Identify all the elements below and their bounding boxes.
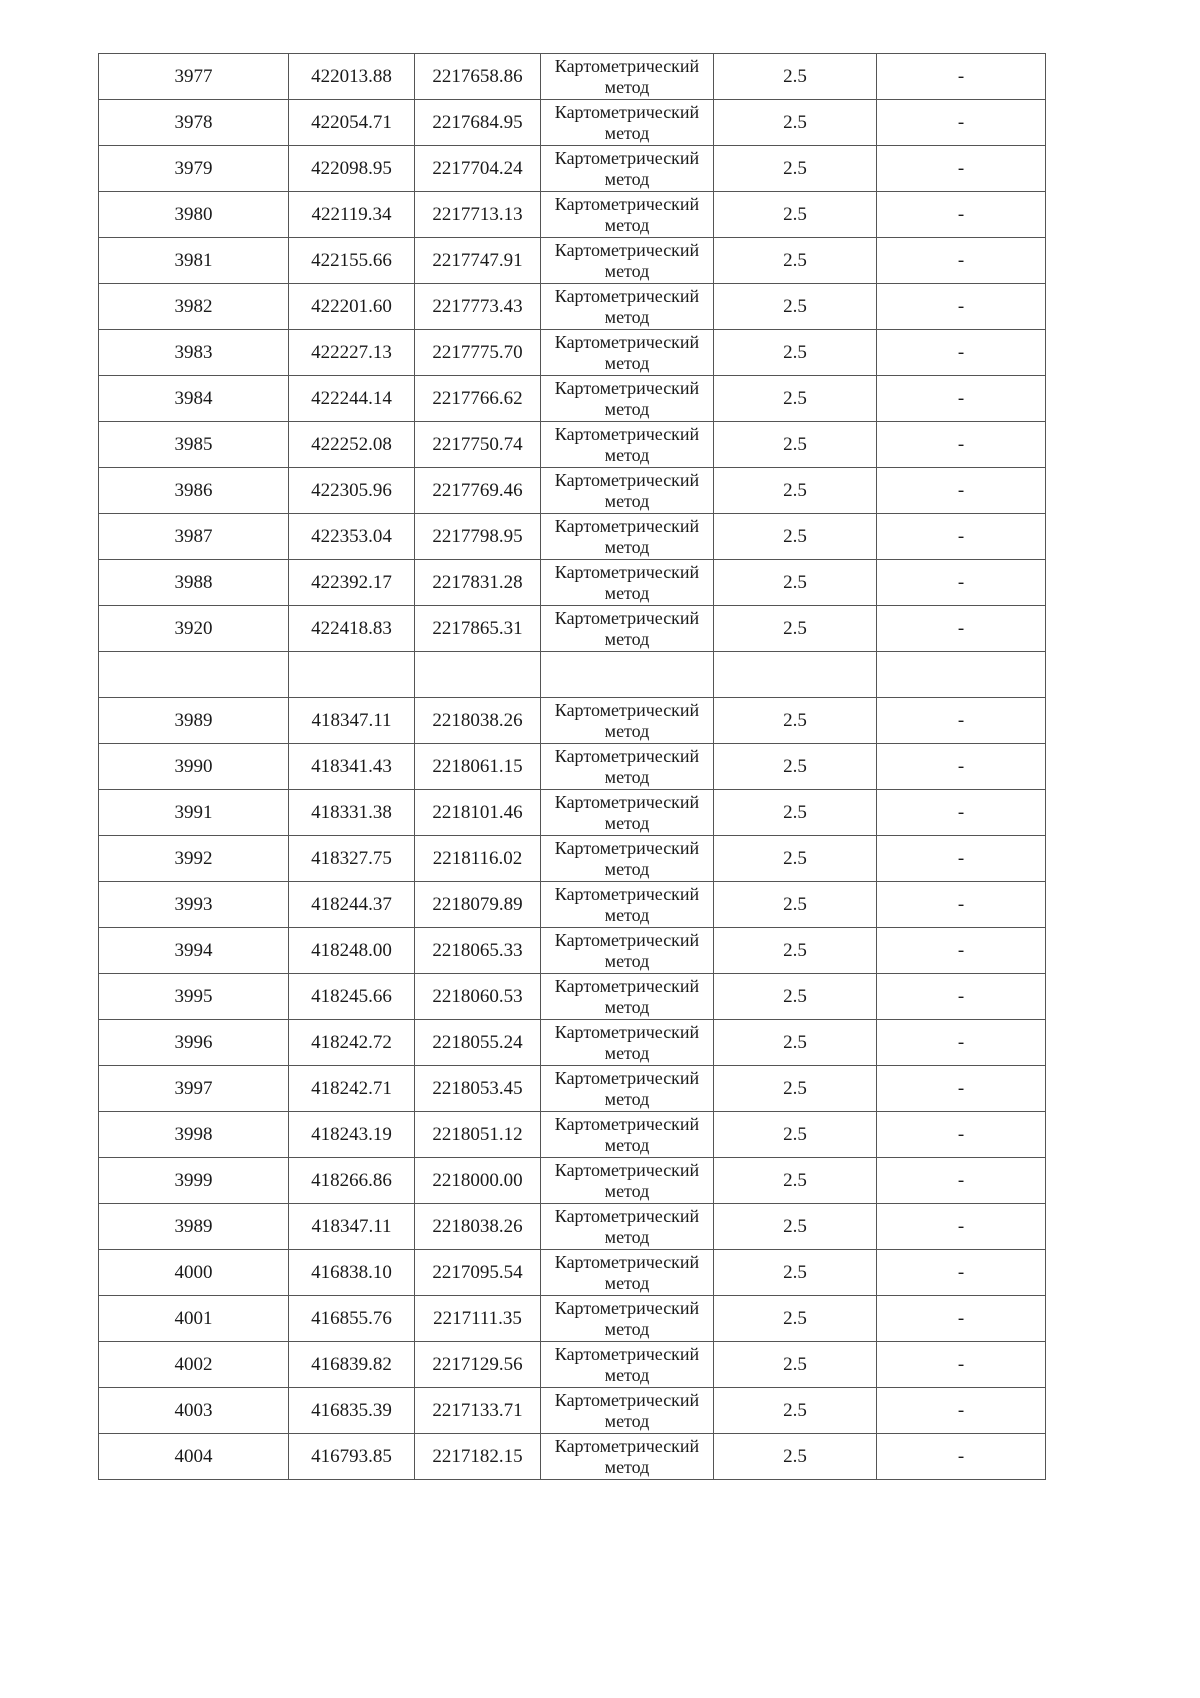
point-number-cell: 3998: [99, 1112, 289, 1158]
coordinate-x-cell: 422201.60: [289, 284, 415, 330]
accuracy-cell: 2.5: [714, 192, 877, 238]
table-row: [99, 560, 1046, 606]
method-cell: [541, 606, 714, 652]
table-row: [99, 928, 1046, 974]
accuracy-cell: 2.5: [714, 1204, 877, 1250]
method-cell: [541, 330, 714, 376]
point-number-cell: 3987: [99, 514, 289, 560]
coordinates-table: [98, 53, 1046, 1480]
note-cell: -: [877, 422, 1046, 468]
coordinate-y-cell: 2218000.00: [415, 1158, 541, 1204]
method-line-2: метод: [604, 767, 650, 787]
method-cell: [541, 836, 714, 882]
accuracy-cell: 2.5: [714, 1388, 877, 1434]
point-number-cell: 4004: [99, 1434, 289, 1480]
coordinate-y-cell: 2217713.13: [415, 192, 541, 238]
table-row: [99, 422, 1046, 468]
accuracy-cell: 2.5: [714, 836, 877, 882]
note-cell: -: [877, 330, 1046, 376]
coordinate-y-cell: 2217704.24: [415, 146, 541, 192]
method-line-1: Картометрический: [554, 102, 700, 122]
method-line-2: метод: [604, 537, 650, 557]
method-line-1: Картометрический: [554, 976, 700, 996]
point-number-cell: 4002: [99, 1342, 289, 1388]
coordinate-x-cell: 416835.39: [289, 1388, 415, 1434]
method-line-2: метод: [604, 1135, 650, 1155]
coordinate-x-cell: 422353.04: [289, 514, 415, 560]
table-row: [99, 1342, 1046, 1388]
accuracy-cell: 2.5: [714, 560, 877, 606]
method-line-1: Картометрический: [554, 378, 700, 398]
accuracy-cell: 2.5: [714, 1066, 877, 1112]
note-cell: -: [877, 1066, 1046, 1112]
table-row: [99, 100, 1046, 146]
point-number-cell: 3983: [99, 330, 289, 376]
table-row: [99, 146, 1046, 192]
table-row: [99, 1296, 1046, 1342]
coordinate-y-cell: 2217831.28: [415, 560, 541, 606]
table-row: [99, 974, 1046, 1020]
method-line-1: Картометрический: [554, 286, 700, 306]
method-cell: [541, 238, 714, 284]
point-number-cell: 3985: [99, 422, 289, 468]
method-line-1: Картометрический: [554, 332, 700, 352]
coordinate-y-cell: 2217865.31: [415, 606, 541, 652]
table-row: [99, 330, 1046, 376]
table-row: [99, 1250, 1046, 1296]
coordinate-x-cell: [289, 652, 415, 698]
method-line-2: метод: [604, 721, 650, 741]
point-number-cell: 4001: [99, 1296, 289, 1342]
table-row: [99, 1158, 1046, 1204]
method-line-2: метод: [604, 399, 650, 419]
note-cell: -: [877, 560, 1046, 606]
coordinate-x-cell: 418242.72: [289, 1020, 415, 1066]
table-row: [99, 284, 1046, 330]
method-line-2: метод: [604, 445, 650, 465]
table-row: [99, 1204, 1046, 1250]
method-cell: [541, 468, 714, 514]
point-number-cell: 3982: [99, 284, 289, 330]
coordinate-x-cell: 422305.96: [289, 468, 415, 514]
method-cell: [541, 560, 714, 606]
coordinate-y-cell: 2218038.26: [415, 698, 541, 744]
coordinate-x-cell: 416855.76: [289, 1296, 415, 1342]
method-line-1: Картометрический: [554, 1390, 700, 1410]
coordinate-y-cell: 2218101.46: [415, 790, 541, 836]
method-cell: [541, 1250, 714, 1296]
coordinate-y-cell: 2218116.02: [415, 836, 541, 882]
note-cell: -: [877, 928, 1046, 974]
coordinate-x-cell: 422227.13: [289, 330, 415, 376]
accuracy-cell: 2.5: [714, 928, 877, 974]
note-cell: -: [877, 974, 1046, 1020]
point-number-cell: 4000: [99, 1250, 289, 1296]
coordinate-y-cell: 2217684.95: [415, 100, 541, 146]
coordinate-x-cell: 422244.14: [289, 376, 415, 422]
method-line-1: Картометрический: [554, 884, 700, 904]
point-number-cell: 3993: [99, 882, 289, 928]
coordinate-x-cell: 422252.08: [289, 422, 415, 468]
note-cell: -: [877, 1158, 1046, 1204]
note-cell: -: [877, 192, 1046, 238]
coordinate-y-cell: 2217133.71: [415, 1388, 541, 1434]
method-cell: [541, 882, 714, 928]
coordinate-x-cell: 418245.66: [289, 974, 415, 1020]
table-row: [99, 1388, 1046, 1434]
method-line-2: метод: [604, 1227, 650, 1247]
note-cell: -: [877, 1296, 1046, 1342]
accuracy-cell: 2.5: [714, 1020, 877, 1066]
method-cell: [541, 284, 714, 330]
note-cell: -: [877, 836, 1046, 882]
coordinate-y-cell: 2217750.74: [415, 422, 541, 468]
method-line-2: метод: [604, 813, 650, 833]
method-line-1: Картометрический: [554, 1206, 700, 1226]
method-line-2: метод: [604, 77, 650, 97]
coordinate-x-cell: 416793.85: [289, 1434, 415, 1480]
method-line-1: Картометрический: [554, 1160, 700, 1180]
accuracy-cell: 2.5: [714, 1250, 877, 1296]
accuracy-cell: 2.5: [714, 606, 877, 652]
point-number-cell: 3981: [99, 238, 289, 284]
coordinate-x-cell: 422392.17: [289, 560, 415, 606]
method-cell: [541, 790, 714, 836]
method-line-1: Картометрический: [554, 930, 700, 950]
note-cell: -: [877, 1204, 1046, 1250]
method-line-1: Картометрический: [554, 1298, 700, 1318]
method-line-2: метод: [604, 123, 650, 143]
method-cell: [541, 652, 714, 698]
point-number-cell: 4003: [99, 1388, 289, 1434]
table-row: [99, 1020, 1046, 1066]
point-number-cell: 3994: [99, 928, 289, 974]
coordinate-x-cell: 422054.71: [289, 100, 415, 146]
coordinate-x-cell: 416838.10: [289, 1250, 415, 1296]
coordinate-x-cell: 418244.37: [289, 882, 415, 928]
coordinate-x-cell: 418341.43: [289, 744, 415, 790]
method-line-1: Картометрический: [554, 700, 700, 720]
method-line-2: метод: [604, 859, 650, 879]
method-line-2: метод: [604, 169, 650, 189]
accuracy-cell: 2.5: [714, 376, 877, 422]
method-line-1: Картометрический: [554, 608, 700, 628]
accuracy-cell: 2.5: [714, 146, 877, 192]
method-line-1: Картометрический: [554, 424, 700, 444]
coordinate-y-cell: 2217769.46: [415, 468, 541, 514]
coordinate-y-cell: 2217775.70: [415, 330, 541, 376]
method-cell: [541, 698, 714, 744]
method-line-2: метод: [604, 491, 650, 511]
method-line-1: Картометрический: [554, 1344, 700, 1364]
table-row: [99, 238, 1046, 284]
note-cell: -: [877, 376, 1046, 422]
coordinate-x-cell: 418347.11: [289, 1204, 415, 1250]
method-cell: [541, 376, 714, 422]
table-row: [99, 514, 1046, 560]
method-line-1: Картометрический: [554, 1068, 700, 1088]
note-cell: -: [877, 744, 1046, 790]
point-number-cell: [99, 652, 289, 698]
point-number-cell: 3990: [99, 744, 289, 790]
table-row: [99, 652, 1046, 698]
coordinate-x-cell: 422098.95: [289, 146, 415, 192]
point-number-cell: 3988: [99, 560, 289, 606]
coordinate-x-cell: 422155.66: [289, 238, 415, 284]
method-cell: [541, 1158, 714, 1204]
coordinate-y-cell: 2218079.89: [415, 882, 541, 928]
coordinate-x-cell: 418248.00: [289, 928, 415, 974]
note-cell: -: [877, 1342, 1046, 1388]
coordinate-y-cell: 2218065.33: [415, 928, 541, 974]
accuracy-cell: 2.5: [714, 514, 877, 560]
table-row: [99, 54, 1046, 100]
method-cell: [541, 146, 714, 192]
accuracy-cell: 2.5: [714, 330, 877, 376]
point-number-cell: 3920: [99, 606, 289, 652]
coordinate-y-cell: 2217773.43: [415, 284, 541, 330]
coordinate-y-cell: 2217747.91: [415, 238, 541, 284]
note-cell: -: [877, 1388, 1046, 1434]
method-line-1: Картометрический: [554, 1436, 700, 1456]
table-row: [99, 1434, 1046, 1480]
note-cell: -: [877, 54, 1046, 100]
note-cell: -: [877, 698, 1046, 744]
point-number-cell: 3977: [99, 54, 289, 100]
method-line-2: метод: [604, 629, 650, 649]
accuracy-cell: [714, 652, 877, 698]
accuracy-cell: 2.5: [714, 1342, 877, 1388]
point-number-cell: 3999: [99, 1158, 289, 1204]
method-line-1: Картометрический: [554, 1022, 700, 1042]
method-line-1: Картометрический: [554, 1252, 700, 1272]
point-number-cell: 3979: [99, 146, 289, 192]
coordinate-y-cell: 2218060.53: [415, 974, 541, 1020]
method-line-2: метод: [604, 1319, 650, 1339]
method-line-1: Картометрический: [554, 746, 700, 766]
method-line-1: Картометрический: [554, 792, 700, 812]
coordinate-y-cell: 2218053.45: [415, 1066, 541, 1112]
coordinate-y-cell: [415, 652, 541, 698]
method-line-2: метод: [604, 353, 650, 373]
point-number-cell: 3986: [99, 468, 289, 514]
coordinate-x-cell: 418327.75: [289, 836, 415, 882]
method-cell: [541, 1434, 714, 1480]
note-cell: -: [877, 514, 1046, 560]
coordinate-y-cell: 2218061.15: [415, 744, 541, 790]
point-number-cell: 3995: [99, 974, 289, 1020]
accuracy-cell: 2.5: [714, 238, 877, 284]
method-line-1: Картометрический: [554, 240, 700, 260]
method-line-1: Картометрический: [554, 470, 700, 490]
method-line-2: метод: [604, 905, 650, 925]
method-cell: [541, 744, 714, 790]
method-line-2: метод: [604, 1273, 650, 1293]
note-cell: -: [877, 1112, 1046, 1158]
coordinate-y-cell: 2217182.15: [415, 1434, 541, 1480]
note-cell: -: [877, 606, 1046, 652]
method-line-1: Картометрический: [554, 1114, 700, 1134]
method-line-1: Картометрический: [554, 516, 700, 536]
coordinate-y-cell: 2218055.24: [415, 1020, 541, 1066]
note-cell: -: [877, 882, 1046, 928]
method-cell: [541, 422, 714, 468]
method-line-1: Картометрический: [554, 838, 700, 858]
note-cell: -: [877, 146, 1046, 192]
method-line-2: метод: [604, 951, 650, 971]
accuracy-cell: 2.5: [714, 284, 877, 330]
note-cell: -: [877, 284, 1046, 330]
coordinate-x-cell: 418331.38: [289, 790, 415, 836]
accuracy-cell: 2.5: [714, 1434, 877, 1480]
method-cell: [541, 192, 714, 238]
method-cell: [541, 1020, 714, 1066]
coordinate-x-cell: 418266.86: [289, 1158, 415, 1204]
accuracy-cell: 2.5: [714, 1112, 877, 1158]
point-number-cell: 3978: [99, 100, 289, 146]
method-line-2: метод: [604, 261, 650, 281]
method-cell: [541, 1388, 714, 1434]
table-row: [99, 192, 1046, 238]
accuracy-cell: 2.5: [714, 422, 877, 468]
table-row: [99, 790, 1046, 836]
accuracy-cell: 2.5: [714, 974, 877, 1020]
method-cell: [541, 1204, 714, 1250]
method-cell: [541, 54, 714, 100]
coordinate-y-cell: 2217798.95: [415, 514, 541, 560]
coordinate-y-cell: 2217095.54: [415, 1250, 541, 1296]
table-row: [99, 376, 1046, 422]
table-row: [99, 468, 1046, 514]
accuracy-cell: 2.5: [714, 790, 877, 836]
method-cell: [541, 1066, 714, 1112]
table-row: [99, 1112, 1046, 1158]
coordinate-x-cell: 416839.82: [289, 1342, 415, 1388]
method-line-2: метод: [604, 1457, 650, 1477]
method-cell: [541, 1112, 714, 1158]
method-line-2: метод: [604, 1365, 650, 1385]
point-number-cell: 3989: [99, 698, 289, 744]
coordinate-x-cell: 422418.83: [289, 606, 415, 652]
method-cell: [541, 514, 714, 560]
method-line-1: Картометрический: [554, 56, 700, 76]
note-cell: [877, 652, 1046, 698]
table-row: [99, 606, 1046, 652]
method-line-2: метод: [604, 997, 650, 1017]
accuracy-cell: 2.5: [714, 54, 877, 100]
method-line-1: Картометрический: [554, 148, 700, 168]
accuracy-cell: 2.5: [714, 744, 877, 790]
method-cell: [541, 100, 714, 146]
point-number-cell: 3997: [99, 1066, 289, 1112]
note-cell: -: [877, 1020, 1046, 1066]
coordinate-y-cell: 2217766.62: [415, 376, 541, 422]
accuracy-cell: 2.5: [714, 882, 877, 928]
method-line-2: метод: [604, 307, 650, 327]
point-number-cell: 3980: [99, 192, 289, 238]
method-cell: [541, 1342, 714, 1388]
method-line-2: метод: [604, 1181, 650, 1201]
method-line-2: метод: [604, 583, 650, 603]
point-number-cell: 3984: [99, 376, 289, 422]
accuracy-cell: 2.5: [714, 100, 877, 146]
coordinate-y-cell: 2218051.12: [415, 1112, 541, 1158]
coordinate-y-cell: 2217658.86: [415, 54, 541, 100]
table-row: [99, 744, 1046, 790]
method-line-2: метод: [604, 215, 650, 235]
coordinate-y-cell: 2218038.26: [415, 1204, 541, 1250]
table-row: [99, 882, 1046, 928]
method-line-1: Картометрический: [554, 562, 700, 582]
point-number-cell: 3989: [99, 1204, 289, 1250]
table-body: [99, 54, 1046, 1480]
method-line-2: метод: [604, 1411, 650, 1431]
note-cell: -: [877, 1434, 1046, 1480]
coordinate-x-cell: 422119.34: [289, 192, 415, 238]
accuracy-cell: 2.5: [714, 698, 877, 744]
table-row: [99, 836, 1046, 882]
method-line-2: метод: [604, 1089, 650, 1109]
coordinate-x-cell: 418242.71: [289, 1066, 415, 1112]
accuracy-cell: 2.5: [714, 468, 877, 514]
point-number-cell: 3992: [99, 836, 289, 882]
accuracy-cell: 2.5: [714, 1158, 877, 1204]
coordinate-y-cell: 2217129.56: [415, 1342, 541, 1388]
method-cell: [541, 974, 714, 1020]
point-number-cell: 3996: [99, 1020, 289, 1066]
table-row: [99, 698, 1046, 744]
method-cell: [541, 1296, 714, 1342]
note-cell: -: [877, 790, 1046, 836]
method-line-1: Картометрический: [554, 194, 700, 214]
point-number-cell: 3991: [99, 790, 289, 836]
note-cell: -: [877, 238, 1046, 284]
method-line-2: метод: [604, 1043, 650, 1063]
method-cell: [541, 928, 714, 974]
coordinate-y-cell: 2217111.35: [415, 1296, 541, 1342]
accuracy-cell: 2.5: [714, 1296, 877, 1342]
coordinate-x-cell: 422013.88: [289, 54, 415, 100]
coordinate-x-cell: 418347.11: [289, 698, 415, 744]
note-cell: -: [877, 1250, 1046, 1296]
note-cell: -: [877, 100, 1046, 146]
coordinate-x-cell: 418243.19: [289, 1112, 415, 1158]
table-row: [99, 1066, 1046, 1112]
note-cell: -: [877, 468, 1046, 514]
